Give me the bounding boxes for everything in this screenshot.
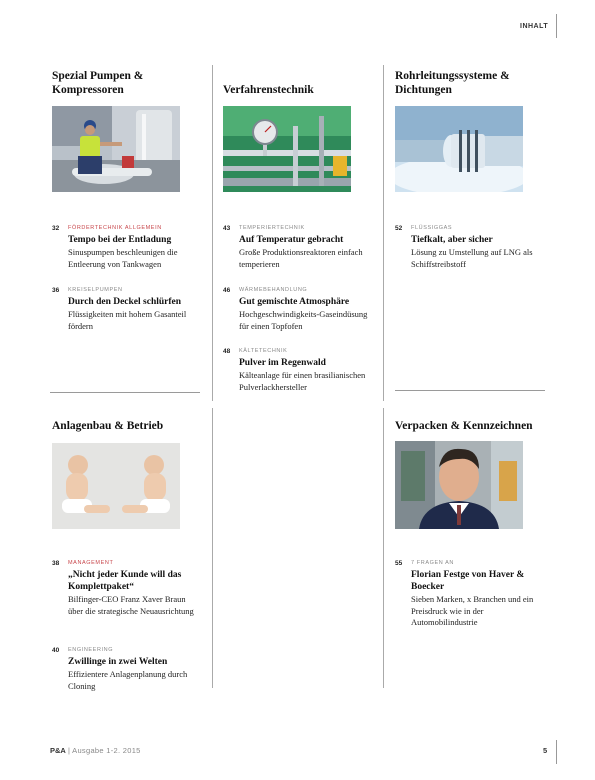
section-title-anlagenbau: Anlagenbau & Betrieb — [52, 420, 164, 432]
footer — [50, 746, 141, 755]
gauge-and-pipes-photo — [223, 106, 351, 192]
category-label: 7 FRAGEN AN — [411, 560, 454, 566]
entry-title: „Nicht jeder Kunde will das Komplettpaket“ — [68, 570, 182, 592]
section-divider — [395, 390, 545, 391]
entry-description: Kälteanlage für einen brasilianischen Pulverlackhersteller — [239, 370, 366, 392]
entry-title: Florian Festge von Haver & Boecker — [411, 570, 525, 592]
entry-description: Bilfinger-CEO Franz Xaver Braun über die strategische Neuausrichtung — [68, 594, 194, 616]
toc-entry[interactable] — [52, 560, 202, 630]
toc-entry[interactable] — [52, 647, 202, 692]
section-title-verpacken: Verpacken & Kennzeichnen — [395, 420, 533, 432]
toc-entry[interactable] — [52, 287, 202, 332]
entry-title: Pulver im Regenwald — [239, 358, 326, 368]
page-number: 52 — [395, 225, 403, 232]
section-title-rohrleitung: Rohrleitungssysteme & Dichtungen — [395, 70, 510, 96]
magazine-brand: P&A — [50, 746, 66, 755]
worker-with-pump-photo — [52, 106, 180, 192]
entry-title: Auf Temperatur gebracht — [239, 235, 344, 245]
category-label: FÖRDERTECHNIK ALLGEMEIN — [68, 225, 162, 231]
twin-babies-photo — [52, 443, 180, 529]
issue-text: Ausgabe 1-2. 2015 — [72, 746, 141, 755]
frozen-valve-photo — [395, 106, 523, 192]
toc-entry[interactable] — [395, 560, 545, 630]
entry-title: Durch den Deckel schlürfen — [68, 297, 182, 307]
entry-title: Zwillinge in zwei Welten — [68, 657, 168, 667]
entry-description: Hochgeschwindigkeits-Gaseindüsung für einen Topfofen — [239, 309, 368, 331]
toc-entry[interactable] — [395, 225, 545, 270]
category-label: TEMPERIERTECHNIK — [239, 225, 305, 231]
page-number: 36 — [52, 287, 60, 294]
page-number: 43 — [223, 225, 231, 232]
entry-description: Lösung zu Umstellung auf LNG als Schiffstreibstoff — [411, 247, 533, 269]
column-divider — [212, 408, 213, 688]
category-label: MANAGEMENT — [68, 560, 114, 566]
toc-entry[interactable] — [223, 348, 373, 393]
entry-description: Sinuspumpen beschleunigen die Entleerung von Tankwagen — [68, 247, 178, 269]
issue-label: | Ausgabe 1-2. 2015 — [67, 746, 141, 755]
entry-title: Gut gemischte Atmosphäre — [239, 297, 350, 307]
column-divider — [383, 65, 384, 401]
section-title-verfahrenstechnik: Verfahrenstechnik — [223, 84, 314, 96]
section-divider — [50, 392, 200, 393]
footer-divider — [556, 740, 557, 764]
page-number: 32 — [52, 225, 60, 232]
entry-title: Tiefkalt, aber sicher — [411, 235, 493, 245]
page-number: 48 — [223, 348, 231, 355]
toc-entry[interactable] — [52, 225, 202, 270]
section-title-pumpen: Spezial Pumpen & Kompressoren — [52, 70, 144, 96]
page-number: 38 — [52, 560, 60, 567]
entry-description: Flüssigkeiten mit hohem Gasanteil fördern — [68, 309, 187, 331]
page-number-footer: 5 — [543, 746, 548, 755]
category-label: KÄLTETECHNIK — [239, 348, 288, 354]
page-number: 46 — [223, 287, 231, 294]
portrait-man-photo — [395, 441, 523, 529]
toc-entry[interactable] — [223, 225, 373, 270]
entry-description: Große Produktionsreaktoren einfach temperieren — [239, 247, 363, 269]
section-label: INHALT — [520, 23, 549, 30]
category-label: KREISELPUMPEN — [68, 287, 123, 293]
category-label: ENGINEERING — [68, 647, 114, 653]
column-divider — [383, 408, 384, 688]
page-number: 55 — [395, 560, 403, 567]
header-divider — [556, 14, 557, 38]
page-number: 40 — [52, 647, 60, 654]
toc-entry[interactable] — [223, 287, 373, 332]
entry-title: Tempo bei der Entladung — [68, 235, 172, 245]
entry-description: Sieben Marken, x Branchen und ein Preisdruck wie in der Automobilindustrie — [411, 594, 534, 627]
category-label: WÄRMEBEHANDLUNG — [239, 287, 308, 293]
column-divider — [212, 65, 213, 401]
entry-description: Effizientere Anlagenplanung durch Cloning — [68, 669, 188, 691]
category-label: FLÜSSIGGAS — [411, 225, 453, 231]
